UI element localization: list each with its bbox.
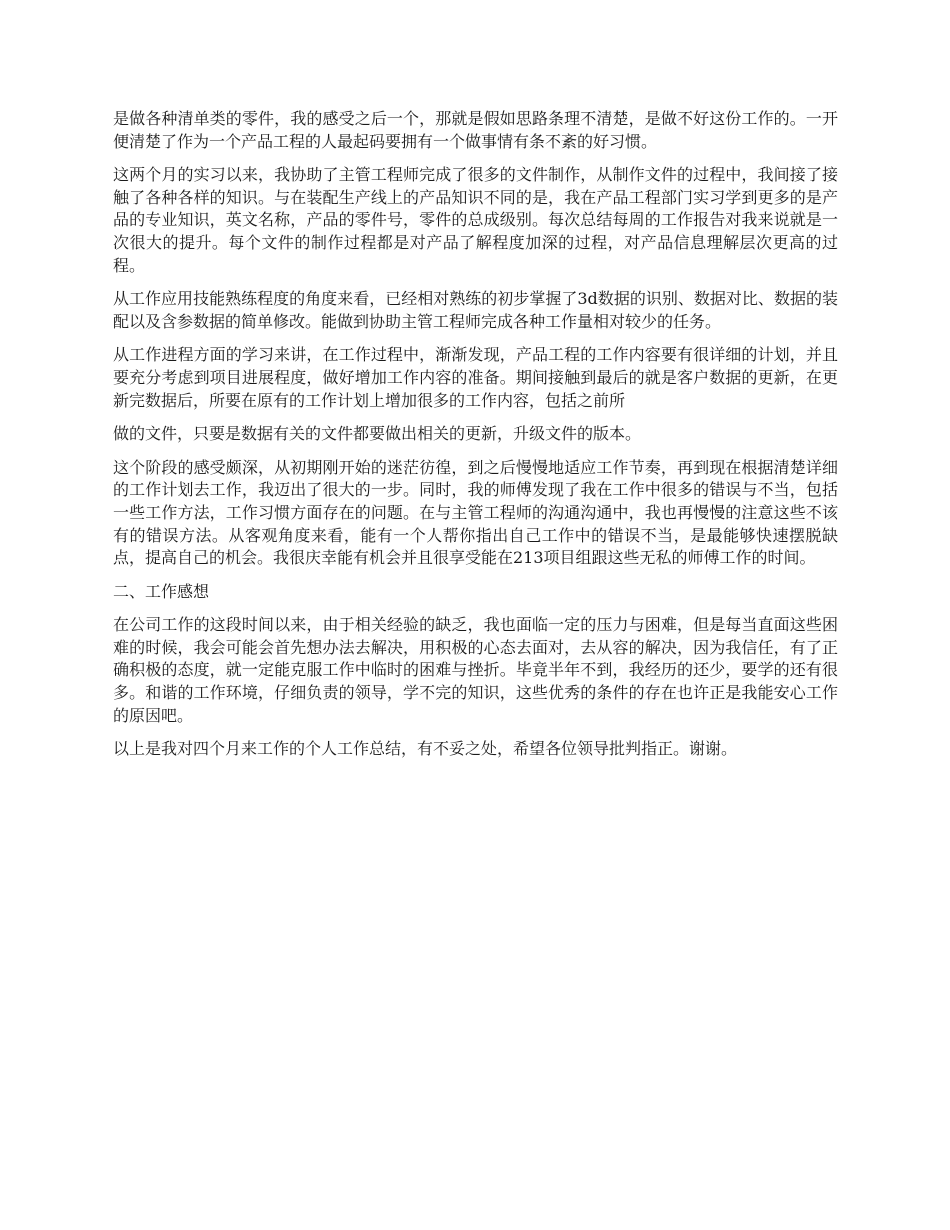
- paragraph: 从工作应用技能熟练程度的角度来看，已经相对熟练的初步掌握了3d数据的识别、数据对比、数据的装配以及含参数据的简单修改。能做到协助主管工程师完成各种工作量相对较少的任务。: [113, 289, 838, 331]
- paragraph: 是做各种清单类的零件，我的感受之后一个，那就是假如思路条理不清楚，是做不好这份工作的。一开便清楚了作为一个产品工程的人最起码要拥有一个做事情有条不紊的好习惯。: [113, 109, 838, 151]
- document-body: [113, 108, 838, 772]
- paragraph: 在公司工作的这段时间以来，由于相关经验的缺乏，我也面临一定的压力与困难，但是每当直面这些困难的时候，我会可能会首先想办法去解决，用积极的心态去面对，去从容的解决，因为我信任，有了正确积极的态度，就一定能克服工作中临时的困难与挫折。毕竟半年不到，我经历的还少，要学的还有很多。和谐的工作环境，仔细负责的领导，学不完的知识，这些优秀的条件的存在也许正是我能安心工作的原因吧。: [113, 615, 838, 725]
- paragraph: 做的文件，只要是数据有关的文件都要做出相关的更新，升级文件的版本。: [113, 424, 642, 444]
- paragraph: 从工作进程方面的学习来讲，在工作过程中，渐渐发现，产品工程的工作内容要有很详细的计划，并且要充分考虑到项目进展程度，做好增加工作内容的准备。期间接触到最后的就是客户数据的更新，在更新完数据后，所要在原有的工作计划上增加很多的工作内容，包括之前所: [113, 345, 838, 410]
- paragraph: 以上是我对四个月来工作的个人工作总结，有不妥之处，希望各位领导批判指正。谢谢。: [113, 739, 738, 759]
- paragraph: 这两个月的实习以来，我协助了主管工程师完成了很多的文件制作，从制作文件的过程中，我间接了接触了各种各样的知识。与在装配生产线上的产品知识不同的是，我在产品工程部门实习学到更多的是产品的专业知识，英文名称，产品的零件号，零件的总成级别。每次总结每周的工作报告对我来说就是一次很大的提升。每个文件的制作过程都是对产品了解程度加深的过程，对产品信息理解层次更高的过程。: [113, 165, 838, 275]
- paragraph: 这个阶段的感受颇深，从初期刚开始的迷茫彷徨，到之后慢慢地适应工作节奏，再到现在根据清楚详细的工作计划去工作，我迈出了很大的一步。同时，我的师傅发现了我在工作中很多的错误与不当，包括一些工作方法，工作习惯方面存在的问题。在与主管工程师的沟通沟通中，我也再慢慢的注意这些不该有的错误方法。从客观角度来看，能有一个人帮你指出自己工作中的错误不当，是最能够快速摆脱缺点，提高自己的机会。我很庆幸能有机会并且很享受能在213项目组跟这些无私的师傅工作的时间。: [113, 457, 838, 568]
- section-heading: 二、工作感想: [113, 581, 210, 601]
